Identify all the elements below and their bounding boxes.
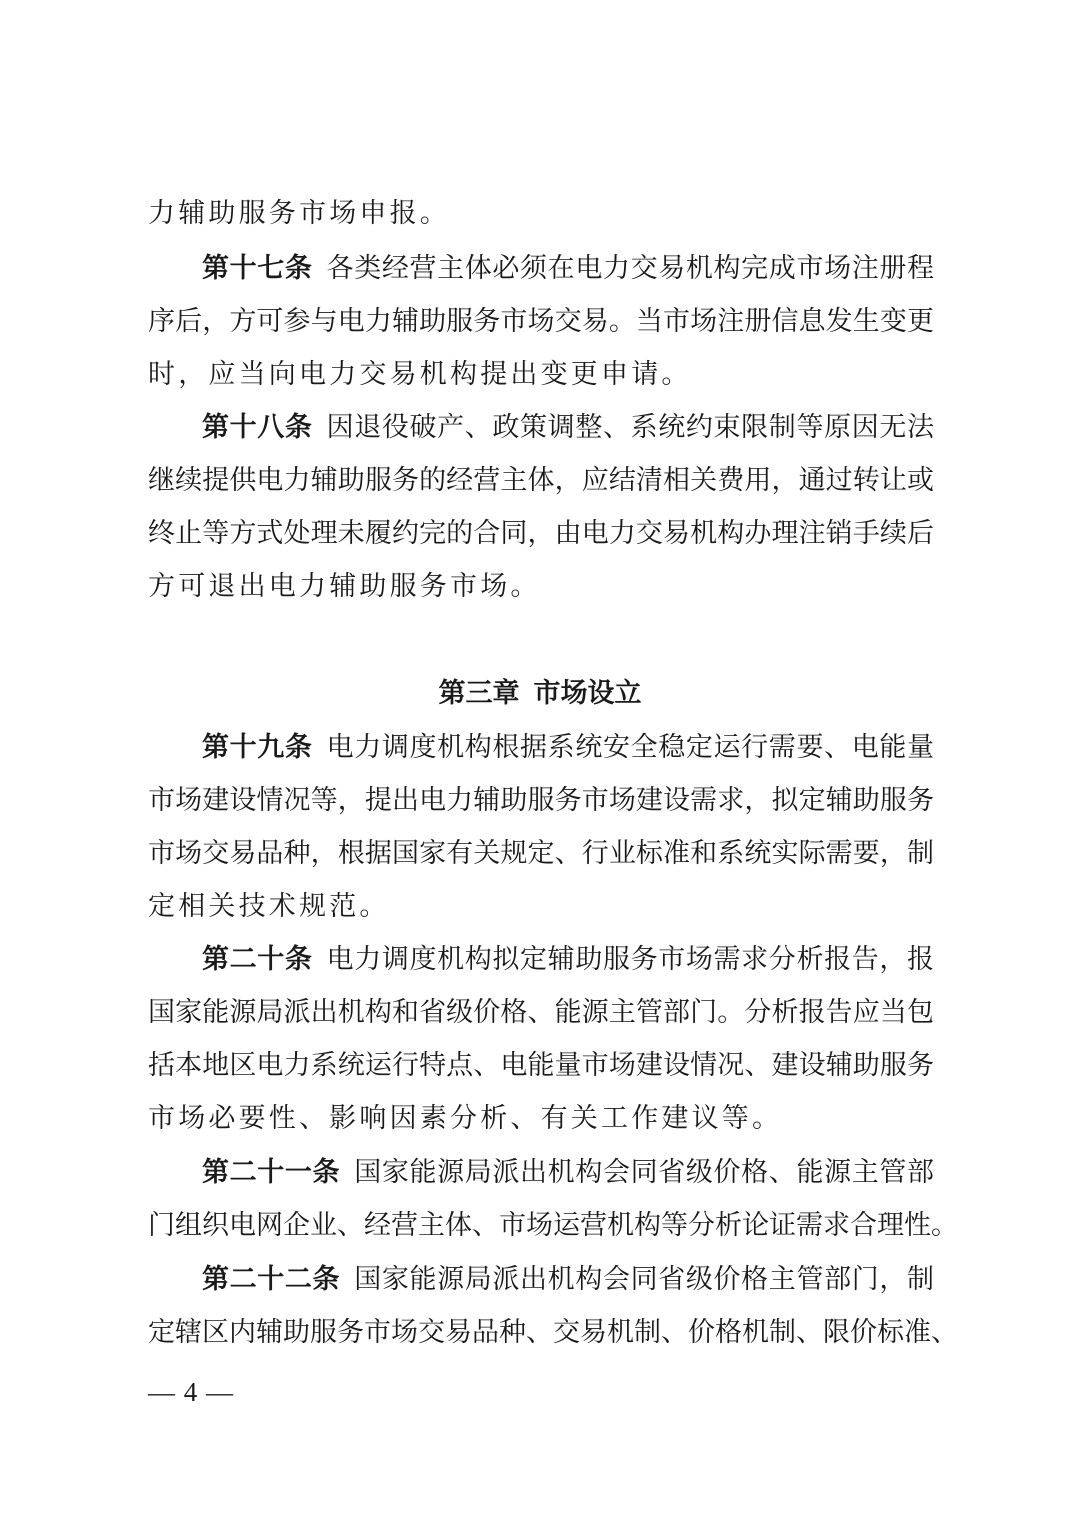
line-text: 市场建设情况等，提出电力辅助服务市场建设需求，拟定辅助服务	[148, 785, 934, 816]
text-line	[202, 410, 934, 446]
text-line	[148, 1315, 958, 1351]
line-text: 序后，方可参与电力辅助服务市场交易。当市场注册信息发生变更	[148, 306, 934, 337]
text-line	[148, 1048, 934, 1084]
text-line	[148, 889, 934, 925]
text-line	[148, 995, 934, 1031]
line-text: 定相关技术规范。	[148, 891, 390, 922]
text-line	[148, 1101, 934, 1137]
line-text: 力辅助服务市场申报。	[148, 198, 450, 229]
text-line	[202, 251, 934, 287]
text-line	[148, 196, 934, 232]
line-text: 各类经营主体必须在电力交易机构完成市场注册程	[326, 253, 935, 284]
text-line	[148, 357, 934, 393]
article-number: 第二十二条	[202, 1264, 341, 1295]
line-text: 时，应当向电力交易机构提出变更申请。	[148, 359, 692, 390]
text-line	[148, 463, 934, 499]
text-line	[148, 569, 934, 605]
chapter-heading	[0, 676, 1080, 712]
chapter-title: 市场设立	[533, 678, 642, 709]
line-text: 国家能源局派出机构和省级价格、能源主管部门。分析报告应当包	[148, 997, 934, 1028]
line-text: 门组织电网企业、经营主体、市场运营机构等分析论证需求合理性。	[148, 1210, 958, 1241]
article-number: 第二十一条	[202, 1157, 341, 1188]
text-line	[148, 783, 934, 819]
line-text: 电力调度机构拟定辅助服务市场需求分析报告，报	[326, 944, 935, 975]
article-number: 第二十条	[202, 944, 313, 975]
text-line	[148, 1208, 958, 1244]
line-text: 继续提供电力辅助服务的经营主体，应结清相关费用，通过转让或	[148, 465, 934, 496]
line-text: 终止等方式处理未履约完的合同，由电力交易机构办理注销手续后	[148, 518, 934, 549]
line-text: 方可退出电力辅助服务市场。	[148, 571, 541, 602]
article-number: 第十九条	[202, 732, 313, 763]
line-text: 市场必要性、影响因素分析、有关工作建议等。	[148, 1103, 783, 1134]
text-line	[202, 1155, 934, 1191]
line-text: 定辖区内辅助服务市场交易品种、交易机制、价格机制、限价标准、	[148, 1317, 958, 1348]
article-number: 第十八条	[202, 412, 313, 443]
page-number: — 4 —	[148, 1377, 234, 1407]
line-text: 括本地区电力系统运行特点、电能量市场建设情况、建设辅助服务	[148, 1050, 934, 1081]
text-line	[202, 942, 934, 978]
text-line	[148, 304, 934, 340]
text-line	[202, 1262, 934, 1298]
article-number: 第十七条	[202, 253, 313, 284]
line-text: 市场交易品种，根据国家有关规定、行业标准和系统实际需要，制	[148, 838, 934, 869]
line-text: 国家能源局派出机构会同省级价格主管部门，制	[354, 1264, 935, 1295]
line-text: 国家能源局派出机构会同省级价格、能源主管部	[354, 1157, 935, 1188]
line-text: 电力调度机构根据系统安全稳定运行需要、电能量	[326, 732, 935, 763]
text-line	[148, 836, 934, 872]
text-line	[148, 516, 934, 552]
line-text: 因退役破产、政策调整、系统约束限制等原因无法	[326, 412, 935, 443]
chapter-label: 第三章	[438, 678, 520, 709]
text-line	[202, 730, 934, 766]
